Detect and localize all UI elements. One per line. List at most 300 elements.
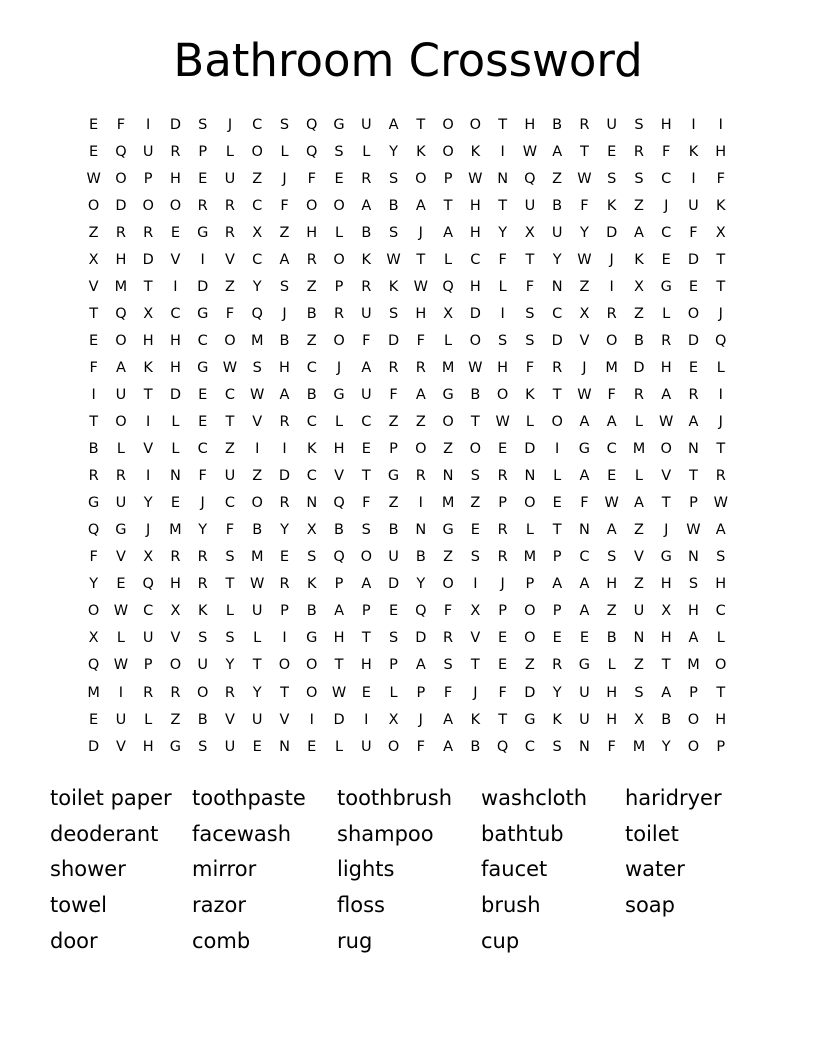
grid-letter: S [552, 738, 562, 755]
grid-letter: M [441, 359, 455, 376]
grid-letter: E [388, 603, 399, 620]
grid-letter: H [688, 603, 699, 620]
word-list-item: toothbrush [337, 786, 452, 810]
grid-letter: U [224, 468, 236, 485]
grid-letter: B [606, 630, 617, 647]
grid-letter: B [279, 332, 290, 349]
grid-letter: L [525, 522, 534, 539]
grid-letter: J [500, 576, 505, 593]
grid-letter: V [279, 711, 290, 728]
grid-letter: B [306, 603, 317, 620]
grid-letter: R [197, 549, 208, 566]
grid-letter: V [115, 549, 126, 566]
grid-letter: A [661, 684, 672, 701]
word-list-item: floss [337, 893, 385, 918]
grid-letter: R [224, 197, 235, 214]
grid-letter: A [688, 630, 699, 647]
grid-letter: C [524, 738, 535, 755]
grid-letter: D [687, 251, 700, 268]
grid-letter: K [143, 359, 153, 376]
grid-letter: A [361, 197, 372, 214]
grid-letter: O [169, 197, 182, 214]
grid-letter: F [198, 468, 207, 485]
grid-letter: R [88, 468, 99, 485]
grid-letter: Z [606, 603, 617, 620]
grid-letter: A [415, 386, 426, 403]
grid-letter: T [661, 657, 671, 674]
grid-letter: H [142, 332, 154, 349]
grid-letter: L [225, 143, 234, 160]
grid-letter: R [633, 386, 644, 403]
grid-letter: Z [443, 549, 454, 566]
grid-letter: J [582, 359, 587, 376]
grid-letter: O [469, 116, 482, 133]
grid-letter: K [388, 278, 399, 295]
grid-letter: I [200, 251, 205, 268]
grid-letter: P [552, 549, 562, 566]
grid-letter: N [442, 468, 454, 485]
grid-letter: L [553, 468, 562, 485]
grid-letter: H [115, 251, 127, 268]
grid-letter: I [282, 630, 287, 647]
grid-letter: O [687, 738, 700, 755]
grid-letter: O [415, 170, 427, 187]
grid-letter: W [659, 414, 674, 431]
grid-letter: Z [579, 278, 590, 295]
grid-letter: F [498, 251, 507, 268]
grid-letter: O [196, 684, 209, 701]
grid-letter: A [633, 224, 644, 241]
grid-letter: S [279, 278, 290, 295]
grid-letter: F [89, 359, 98, 376]
word-list-item: toilet paper [50, 786, 172, 810]
grid-letter: J [336, 359, 342, 376]
word-list-item: facewash [192, 821, 292, 846]
grid-letter: R [497, 522, 508, 539]
grid-letter: L [171, 441, 180, 458]
grid-letter: J [718, 414, 723, 431]
grid-letter: F [389, 386, 398, 403]
grid-letter: N [578, 522, 590, 539]
grid-letter: T [498, 197, 508, 214]
grid-letter: X [88, 251, 99, 268]
grid-letter: Y [416, 576, 426, 593]
grid-letter: L [362, 143, 371, 160]
grid-letter: X [170, 603, 181, 620]
grid-letter: O [524, 495, 536, 512]
grid-letter: I [146, 116, 151, 133]
word-list-item: water [625, 857, 685, 882]
grid-letter: Y [252, 278, 262, 295]
grid-letter: N [306, 495, 318, 512]
grid-letter: S [607, 549, 617, 566]
grid-letter: B [552, 116, 563, 133]
grid-letter: M [169, 522, 182, 539]
grid-letter: C [197, 441, 208, 458]
grid-letter: C [252, 197, 263, 214]
word-list-item: deoderant [50, 821, 159, 846]
grid-letter: F [525, 278, 535, 295]
grid-letter: H [169, 332, 181, 349]
grid-letter: Y [552, 251, 562, 268]
grid-letter: I [691, 170, 696, 187]
grid-letter: S [443, 657, 453, 674]
grid-letter: D [278, 468, 291, 485]
grid-letter: K [606, 197, 617, 214]
grid-letter: Z [388, 495, 399, 512]
word-list-item: shower [50, 857, 126, 882]
grid-letter: E [116, 576, 126, 593]
grid-letter: Y [389, 143, 398, 160]
grid-letter: T [443, 197, 453, 214]
grid-letter: Q [415, 603, 427, 620]
grid-letter: K [688, 143, 699, 160]
grid-letter: A [279, 386, 290, 403]
word-list-column [337, 781, 481, 960]
grid-letter: U [579, 684, 590, 701]
grid-letter: R [279, 576, 290, 593]
grid-letter: B [334, 522, 344, 539]
grid-letter: V [143, 441, 154, 458]
grid-letter: Z [252, 170, 263, 187]
grid-letter: S [388, 224, 399, 241]
grid-letter: O [442, 116, 454, 133]
grid-letter: G [578, 657, 591, 674]
grid-letter: X [470, 603, 481, 620]
grid-letter: D [169, 386, 182, 403]
grid-letter: E [361, 441, 371, 458]
word-list-item: mirror [192, 857, 257, 882]
grid-letter: P [143, 657, 153, 674]
grid-letter: O [496, 386, 509, 403]
grid-letter: O [333, 197, 345, 214]
word-list-item: toilet [625, 821, 679, 846]
grid-letter: F [225, 522, 235, 539]
grid-letter: R [497, 468, 508, 485]
grid-letter: R [688, 386, 699, 403]
grid-letter: C [306, 359, 317, 376]
grid-letter: E [607, 143, 617, 160]
grid-letter: R [115, 468, 126, 485]
grid-letter: Y [280, 522, 289, 539]
grid-letter: R [143, 224, 154, 241]
grid-letter: Z [633, 197, 644, 214]
grid-letter: F [525, 359, 535, 376]
grid-letter: H [469, 278, 481, 295]
grid-letter: B [633, 332, 644, 349]
grid-letter: T [716, 684, 726, 701]
grid-letter: U [360, 738, 372, 755]
grid-letter: H [660, 576, 672, 593]
grid-letter: P [334, 278, 344, 295]
grid-letter: U [224, 170, 236, 187]
grid-letter: N [578, 738, 590, 755]
grid-letter: S [225, 630, 235, 647]
grid-letter: W [250, 386, 265, 403]
grid-letter: H [606, 684, 618, 701]
grid-letter: V [115, 738, 126, 755]
grid-letter: U [551, 224, 563, 241]
grid-letter: G [333, 116, 345, 133]
grid-letter: H [606, 576, 618, 593]
grid-letter: P [689, 684, 698, 701]
grid-letter: U [197, 657, 208, 674]
grid-letter: N [524, 468, 536, 485]
grid-letter: A [633, 495, 644, 512]
grid-letter: H [333, 441, 345, 458]
grid-letter: W [113, 657, 129, 674]
grid-letter: X [143, 549, 154, 566]
grid-letter: D [169, 116, 182, 133]
grid-letter: O [87, 197, 100, 214]
grid-letter: R [306, 251, 317, 268]
grid-letter: X [633, 711, 644, 728]
grid-letter: D [387, 576, 400, 593]
grid-letter: Q [306, 116, 318, 133]
grid-letter: Z [224, 278, 235, 295]
grid-letter: Q [306, 143, 318, 160]
grid-letter: J [664, 197, 669, 214]
grid-letter: A [443, 224, 454, 241]
grid-letter: Q [87, 657, 100, 674]
grid-letter: E [252, 738, 262, 755]
grid-letter: I [718, 116, 723, 133]
grid-letter: M [632, 738, 646, 755]
grid-letter: L [280, 143, 289, 160]
grid-letter: A [415, 657, 426, 674]
grid-letter: K [416, 143, 426, 160]
grid-letter: E [607, 468, 617, 485]
grid-letter: O [442, 143, 454, 160]
grid-letter: Q [87, 522, 100, 539]
grid-letter: O [360, 549, 372, 566]
grid-letter: W [222, 359, 238, 376]
grid-letter: O [306, 197, 318, 214]
grid-letter: E [89, 332, 99, 349]
grid-letter: G [442, 522, 454, 539]
grid-letter: L [116, 441, 125, 458]
grid-letter: I [473, 576, 478, 593]
grid-letter: N [688, 441, 699, 458]
grid-letter: R [197, 197, 208, 214]
grid-letter: K [470, 711, 481, 728]
grid-letter: O [278, 657, 291, 674]
grid-letter: N [688, 549, 699, 566]
grid-letter: R [497, 549, 508, 566]
grid-letter: T [361, 468, 371, 485]
grid-letter: Y [198, 522, 208, 539]
grid-letter: E [89, 116, 99, 133]
grid-letter: C [197, 332, 208, 349]
grid-letter: G [197, 305, 209, 322]
grid-letter: Q [524, 170, 536, 187]
grid-letter: M [87, 684, 100, 701]
grid-letter: R [443, 630, 454, 647]
grid-letter: N [497, 170, 509, 187]
grid-letter: S [634, 684, 644, 701]
grid-letter: L [334, 224, 344, 241]
grid-letter: G [88, 495, 100, 512]
grid-letter: Y [552, 684, 562, 701]
grid-letter: X [443, 305, 454, 322]
grid-letter: P [389, 441, 398, 458]
grid-letter: R [361, 170, 372, 187]
grid-letter: R [170, 143, 181, 160]
grid-letter: S [307, 549, 317, 566]
grid-letter: R [170, 684, 181, 701]
grid-letter: E [552, 495, 562, 512]
grid-letter: J [664, 522, 669, 539]
grid-letter: C [306, 468, 317, 485]
grid-letter: H [606, 711, 618, 728]
grid-letter: T [689, 468, 698, 485]
grid-letter: E [170, 224, 181, 241]
grid-letter: Q [142, 576, 154, 593]
grid-letter: A [552, 143, 563, 160]
word-list-item: lights [337, 857, 395, 882]
grid-letter: S [388, 170, 399, 187]
grid-letter: X [252, 224, 263, 241]
grid-letter: O [251, 143, 263, 160]
grid-letter: A [415, 197, 426, 214]
grid-letter: F [498, 684, 507, 701]
grid-letter: E [198, 170, 208, 187]
grid-letter: L [525, 414, 534, 431]
grid-letter: O [333, 251, 345, 268]
grid-letter: A [579, 603, 590, 620]
grid-letter: V [334, 468, 344, 485]
grid-letter: Q [115, 305, 127, 322]
grid-letter: U [633, 603, 645, 620]
grid-letter: P [498, 603, 507, 620]
grid-letter: P [389, 657, 398, 674]
grid-letter: B [306, 305, 317, 322]
grid-letter: I [309, 711, 314, 728]
grid-letter: C [252, 116, 263, 133]
grid-letter: R [279, 495, 290, 512]
grid-letter: F [662, 143, 671, 160]
grid-letter: N [279, 738, 290, 755]
grid-letter: O [442, 576, 454, 593]
grid-letter: L [444, 251, 453, 268]
grid-letter: U [360, 386, 372, 403]
grid-letter: D [333, 711, 345, 728]
grid-letter: G [197, 224, 209, 241]
grid-letter: P [143, 170, 153, 187]
grid-letter: T [498, 116, 508, 133]
grid-letter: Z [524, 657, 535, 674]
grid-letter: W [113, 603, 129, 620]
grid-letter: D [633, 359, 645, 376]
grid-letter: J [418, 224, 423, 241]
grid-letter: O [524, 603, 536, 620]
grid-letter: T [552, 386, 562, 403]
word-list-item: bathtub [481, 821, 564, 846]
grid-letter: Y [252, 684, 262, 701]
grid-letter: R [333, 305, 345, 322]
grid-letter: Q [333, 495, 345, 512]
grid-letter: L [607, 657, 616, 674]
grid-letter: X [579, 305, 590, 322]
grid-letter: K [552, 711, 562, 728]
grid-letter: R [279, 414, 290, 431]
word-list-item: door [50, 928, 98, 953]
grid-letter: Z [415, 414, 426, 431]
grid-letter: O [715, 657, 727, 674]
word-list-item: towel [50, 893, 108, 918]
grid-letter: R [170, 549, 181, 566]
grid-letter: C [252, 251, 263, 268]
grid-letter: S [498, 332, 508, 349]
grid-letter: E [198, 414, 208, 431]
grid-letter: G [169, 738, 182, 755]
grid-letter: H [469, 224, 481, 241]
grid-letter: T [225, 576, 235, 593]
grid-letter: W [686, 522, 701, 539]
grid-letter: L [634, 468, 643, 485]
grid-letter: B [361, 224, 372, 241]
grid-letter: Z [88, 224, 99, 241]
grid-letter: M [605, 359, 618, 376]
grid-letter: U [251, 711, 263, 728]
grid-letter: I [718, 386, 723, 403]
word-list-item: razor [192, 893, 247, 918]
grid-letter: R [224, 684, 235, 701]
grid-letter: E [498, 630, 508, 647]
word-list-column [50, 781, 192, 960]
grid-letter: J [282, 170, 287, 187]
grid-letter: H [169, 359, 181, 376]
grid-letter: I [609, 278, 614, 295]
grid-letter: V [470, 630, 481, 647]
grid-letter: A [579, 576, 590, 593]
grid-letter: W [604, 495, 619, 512]
grid-letter: F [607, 386, 616, 403]
grid-letter: I [555, 441, 560, 458]
grid-letter: O [169, 657, 182, 674]
grid-letter: L [225, 603, 234, 620]
grid-letter: B [470, 738, 481, 755]
grid-letter: H [469, 197, 481, 214]
grid-letter: L [389, 684, 398, 701]
grid-letter: U [388, 549, 399, 566]
grid-letter: A [606, 522, 617, 539]
grid-letter: H [415, 305, 427, 322]
grid-letter: D [415, 630, 427, 647]
grid-letter: O [605, 332, 618, 349]
grid-letter: J [418, 711, 423, 728]
grid-letter: M [441, 495, 455, 512]
grid-letter: S [225, 549, 235, 566]
grid-letter: G [115, 522, 127, 539]
grid-letter: S [634, 170, 644, 187]
grid-letter: L [716, 630, 725, 647]
grid-letter: U [115, 386, 127, 403]
grid-letter: D [551, 332, 563, 349]
grid-letter: U [115, 495, 127, 512]
grid-letter: M [687, 657, 700, 674]
grid-letter: R [197, 576, 208, 593]
grid-letter: X [524, 224, 535, 241]
grid-letter: P [334, 576, 344, 593]
grid-letter: H [524, 116, 536, 133]
grid-letter: R [579, 116, 590, 133]
grid-letter: G [524, 711, 536, 728]
grid-letter: M [114, 278, 128, 295]
grid-letter: G [660, 549, 672, 566]
grid-letter: S [470, 468, 480, 485]
grid-letter: W [468, 170, 483, 187]
